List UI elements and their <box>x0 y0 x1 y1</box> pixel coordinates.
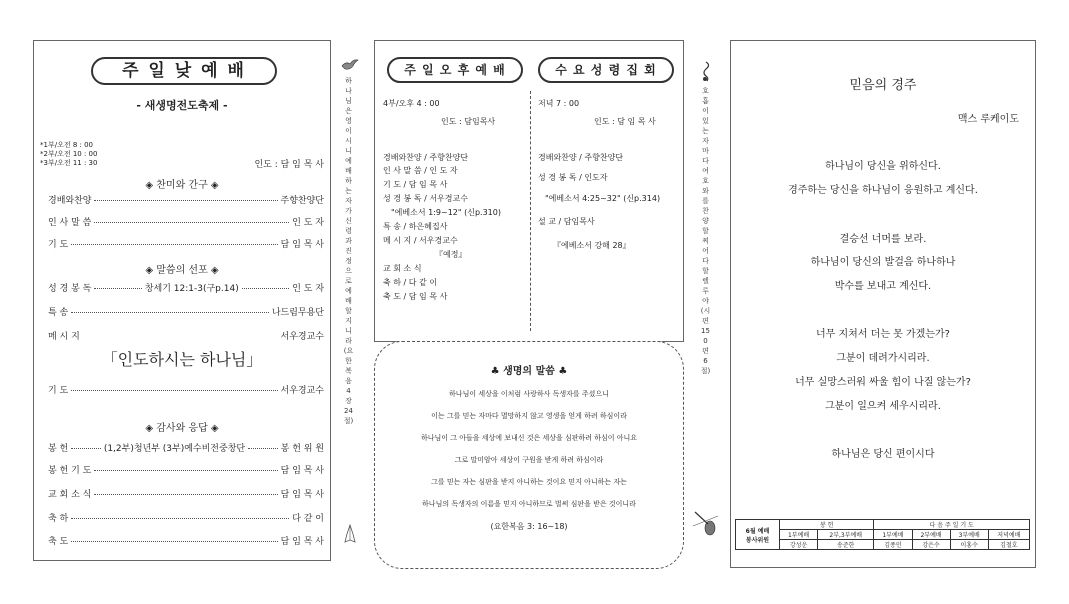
afternoon-item: 축 도 / 담 임 목 사 <box>383 292 448 301</box>
table-head: 1부예배 <box>780 530 818 540</box>
afternoon-service-title: 주 일 오 후 예 배 <box>387 57 523 83</box>
order-row: 교 회 소 식 담 임 목 사 <box>48 490 324 500</box>
order-row: 봉 헌 기 도 담 임 목 사 <box>48 466 324 476</box>
table-cell: 송준한 <box>818 540 874 550</box>
order-row: 성 경 봉 독 창세기 12:1-3(구p.14) 인 도 자 <box>48 284 325 294</box>
vertical-verse-left: 하나님은 영이시니 예배하는 자가 신령과 진정으로 예배할지니라 (요한복음 4장 24절) <box>343 77 354 425</box>
wednesday-item: 성 경 봉 독 / 인도자 <box>538 173 608 182</box>
table-cell: 김철호 <box>988 540 1029 550</box>
subtitle: - 새생명전도축제 - <box>136 99 228 112</box>
table-head: 저녁예배 <box>988 530 1029 540</box>
vertical-verse-right: 호흡이 있는 자마다 여호와를 찬양할찌어다 할렐루야 (시편150편 6절) <box>700 87 711 375</box>
poem-line: 너무 지쳐서 더는 못 가겠는가? <box>816 329 950 340</box>
music-note-icon <box>699 60 713 82</box>
section-response: ◈ 감사와 응답 ◈ <box>145 423 219 434</box>
praying-hands-icon <box>342 524 358 544</box>
verse-line: 그를 믿는 자는 심판을 받지 아니하는 것이요 믿지 아니하는 자는 <box>431 478 627 486</box>
order-row: 특 송 나드림무용단 <box>48 308 324 318</box>
afternoon-time: 4부/오후 4 : 00 <box>383 99 440 108</box>
evening-services-panel <box>374 40 684 342</box>
table-group-offering: 봉 헌 <box>780 520 874 530</box>
table-head: 2부,3부예배 <box>818 530 874 540</box>
afternoon-item: "에베소서 1:9~12" (신p.310) <box>391 208 501 217</box>
afternoon-item: 축 하 / 다 같 이 <box>383 278 438 287</box>
verse-reference: (요한복음 3: 16~18) <box>490 522 568 531</box>
service-time-1: *1부/오전 8 : 00 <box>40 141 93 149</box>
service-time-3: *3부/오전 11 : 30 <box>40 159 98 167</box>
afternoon-leader: 인도 : 담임목사 <box>441 117 496 126</box>
wednesday-service-title: 수 요 성 령 집 회 <box>538 57 674 83</box>
order-row: 인 사 말 씀 인 도 자 <box>48 218 324 228</box>
poem-line: 하나님이 당신을 위하신다. <box>825 161 941 172</box>
sunday-service-title: 주 일 낮 예 배 <box>91 57 277 85</box>
verse-line: 그로 말미암아 세상이 구원을 받게 하려 하심이라 <box>454 456 604 464</box>
faith-race-panel <box>730 40 1036 568</box>
order-row: 기 도 서우경교수 <box>48 386 324 396</box>
sunday-service-panel <box>33 40 331 561</box>
afternoon-item: 경배와찬양 / 주향찬양단 <box>383 153 469 162</box>
afternoon-item: 성 경 봉 독 / 서우경교수 <box>383 194 468 203</box>
section-word: ◈ 말씀의 선포 ◈ <box>145 265 219 276</box>
word-title: ♣ 생명의 말씀 ♣ <box>490 366 568 377</box>
table-cell: 강은수 <box>912 540 950 550</box>
dove-icon <box>341 58 359 72</box>
afternoon-item: 『예정』 <box>435 250 467 259</box>
poem-line: 박수를 보내고 계신다. <box>834 281 932 292</box>
poem-line: 그분이 데려가시리라. <box>836 353 930 364</box>
poem-line: 하나님은 당신 편이시다 <box>831 449 935 460</box>
order-row: 축 하 다 같 이 <box>48 514 324 524</box>
verse-line: 하나님이 세상을 이처럼 사랑하사 독생자를 주셨으니 <box>449 390 609 398</box>
poem-line: 그분이 일으켜 세우시리라. <box>825 401 941 412</box>
poem-title: 믿음의 경주 <box>849 78 917 93</box>
table-group-prayer: 다 음 주 일 기 도 <box>874 520 1030 530</box>
column-divider <box>530 91 531 331</box>
table-head: 1부예배 <box>874 530 912 540</box>
order-row: 경배와찬양 주향찬양단 <box>48 196 324 206</box>
section-praise: ◈ 찬미와 간구 ◈ <box>145 180 219 191</box>
word-of-life-scroll <box>374 341 684 569</box>
table-label: 6월 예배 봉사위원 <box>736 520 780 550</box>
service-time-2: *2부/오전 10 : 00 <box>40 150 98 158</box>
poem-line: 경주하는 당신을 하나님이 응원하고 계신다. <box>788 185 978 196</box>
poem-line: 하나님이 당신의 발걸음 하나하나 <box>810 257 956 268</box>
afternoon-item: 기 도 / 담 임 목 사 <box>383 180 448 189</box>
sermon-title: 「인도하시는 하나님」 <box>101 350 263 369</box>
afternoon-item: 인 사 말 씀 / 인 도 자 <box>383 166 458 175</box>
table-cell: 강성운 <box>780 540 818 550</box>
order-row: 축 도 담 임 목 사 <box>48 537 324 547</box>
afternoon-item: 교 회 소 식 <box>383 264 422 273</box>
verse-line: 하나님이 그 아들을 세상에 보내신 것은 세상을 심판하려 하심이 아니요 <box>420 434 638 442</box>
violin-icon <box>692 508 720 538</box>
wednesday-item: 경배와찬양 / 주향찬양단 <box>538 153 624 162</box>
verse-line: 이는 그를 믿는 자마다 멸망하지 않고 영생을 얻게 하려 하심이라 <box>431 412 627 420</box>
table-head: 2부예배 <box>912 530 950 540</box>
volunteer-table <box>735 519 1030 550</box>
wednesday-leader: 인도 : 담 임 목 사 <box>594 117 656 126</box>
wednesday-item: 설 교 / 담임목사 <box>538 217 595 226</box>
afternoon-item: 특 송 / 하은혜집사 <box>383 222 448 231</box>
wednesday-item: "에베소서 4:25~32" (신p.314) <box>545 194 661 203</box>
poem-line: 너무 실망스러워 싸울 힘이 나질 않는가? <box>795 377 971 388</box>
wednesday-time: 저녁 7 : 00 <box>538 99 580 108</box>
verse-line: 하나님의 독생자의 이름을 믿지 아니하므로 벌써 심판을 받은 것이니라 <box>422 500 636 508</box>
order-row: 메 시 지 서우경교수 <box>48 332 324 342</box>
table-head: 3부예배 <box>950 530 988 540</box>
poem-line: 결승선 너머를 보라. <box>839 234 927 245</box>
service-leader: 인도 : 담 임 목 사 <box>254 160 324 170</box>
poem-author: 맥스 루케이도 <box>957 114 1019 125</box>
order-row: 봉 헌 (1,2부)청년부 (3부)예수비전중창단 봉 헌 위 원 <box>48 444 325 454</box>
order-row: 기 도 담 임 목 사 <box>48 240 324 250</box>
table-cell: 김종민 <box>874 540 912 550</box>
table-cell: 이홍수 <box>950 540 988 550</box>
wednesday-item: 『에베소서 강해 28』 <box>553 241 631 250</box>
afternoon-item: 메 시 지 / 서우경교수 <box>383 236 458 245</box>
